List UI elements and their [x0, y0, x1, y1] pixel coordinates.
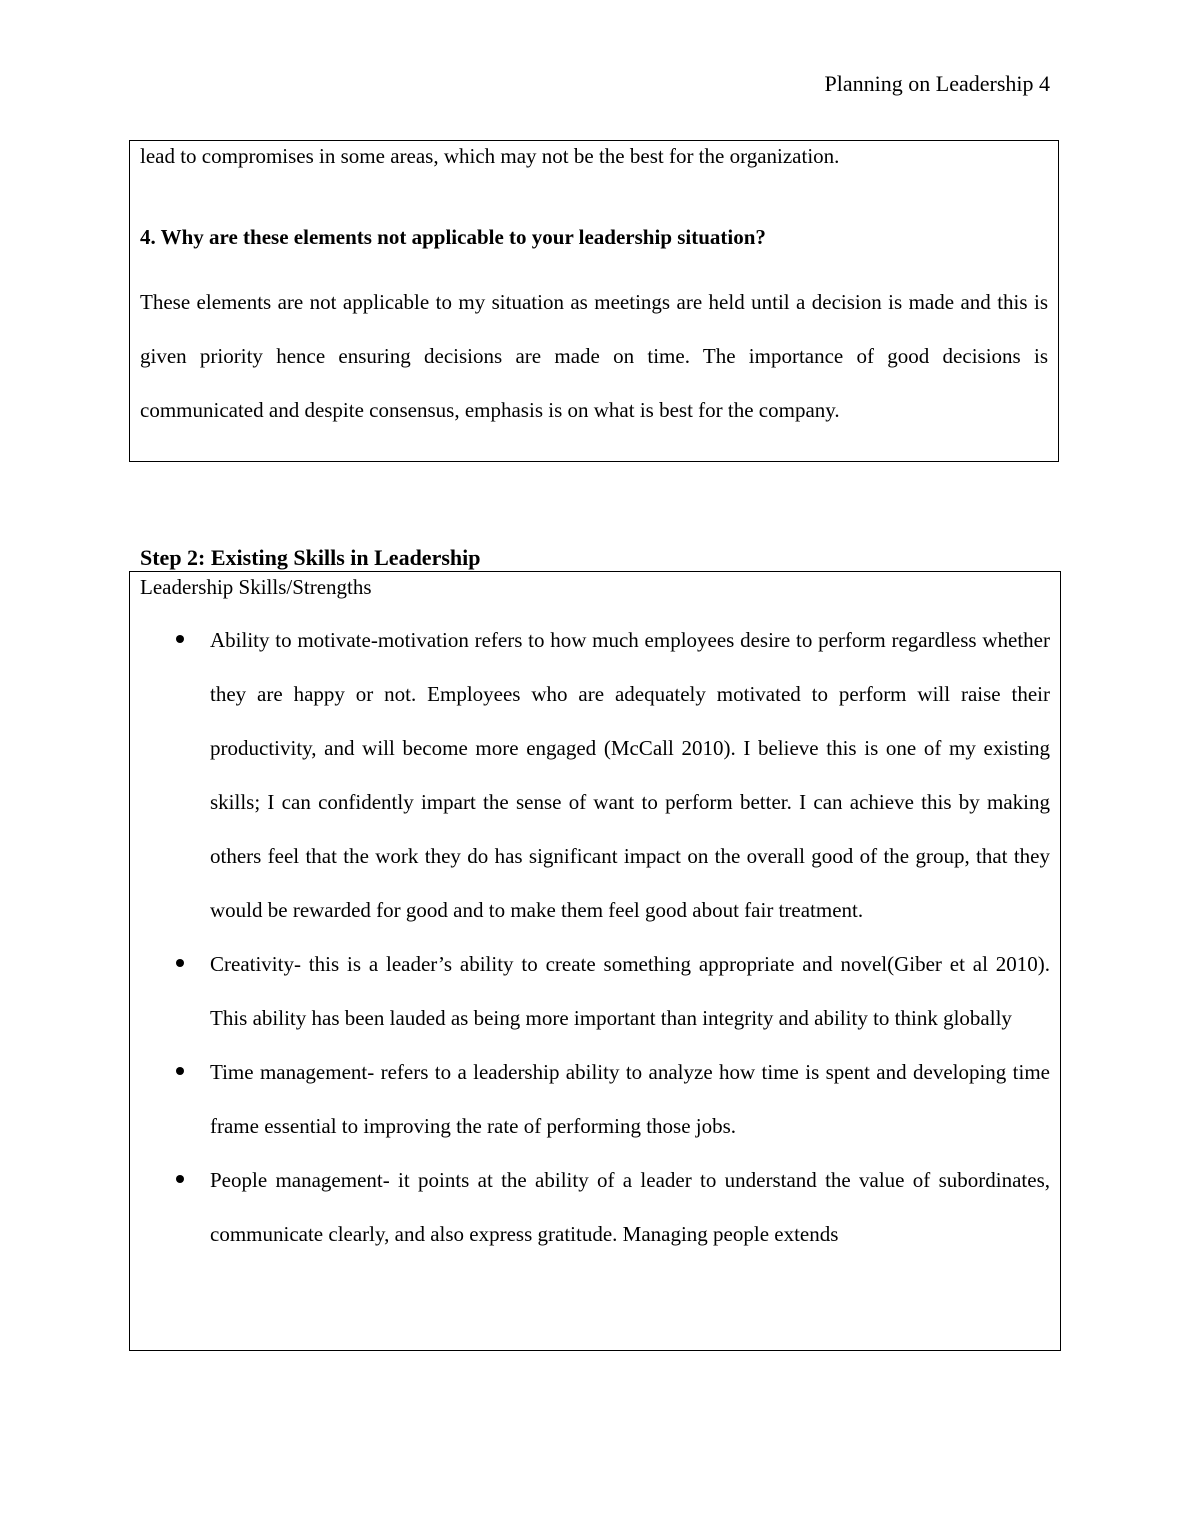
bullet-icon — [176, 1067, 184, 1075]
continued-paragraph: lead to compromises in some areas, which may not be the best for the organization. — [140, 144, 840, 168]
question-4-answer: These elements are not applicable to my situation as meetings are held until a decision is made and this is given priority hence ensuring decisions are made on time. The importance of good decisions is communicated and despite consensus, emphasis is on what is best for the company. — [140, 290, 1048, 422]
list-item — [130, 937, 1060, 1045]
leadership-skills-heading: Leadership Skills/Strengths — [140, 575, 372, 599]
running-head: Planning on Leadership 4 — [824, 71, 1050, 96]
previous-section-box — [129, 140, 1059, 462]
list-item-text: Ability to motivate-motivation refers to how much employees desire to perform regardless whether they are happy or not. Employees who are adequately motivated to perform will raise their productivity, and will become more engaged (McCall 2010). I believe this is one of my existing skills; I can confidently impart the sense of want to perform better. I can achieve this by making others feel that the work they do has significant impact on the overall good of the group, that they would be rewarded for good and to make them feel good about fair treatment. — [210, 628, 1050, 922]
bullet-icon — [176, 635, 184, 643]
skills-list — [130, 613, 1060, 1261]
bullet-icon — [176, 959, 184, 967]
step-2-title: Step 2: Existing Skills in Leadership — [140, 545, 481, 570]
list-item — [130, 1045, 1060, 1153]
leadership-skills-box — [129, 571, 1061, 1351]
list-item — [130, 1153, 1060, 1261]
bullet-icon — [176, 1175, 184, 1183]
list-item-text: Creativity- this is a leader’s ability to create something appropriate and novel(Giber et al 2010). This ability has been lauded as being more important than integrity and ability to think globally — [210, 952, 1050, 1030]
list-item-text: Time management- refers to a leadership ability to analyze how time is spent and developing time frame essential to improving the rate of performing those jobs. — [210, 1060, 1050, 1138]
question-4-heading: 4. Why are these elements not applicable to your leadership situation? — [140, 225, 766, 249]
list-item — [130, 613, 1060, 937]
list-item-text: People management- it points at the ability of a leader to understand the value of subordinates, communicate clearly, and also express gratitude. Managing people extends — [210, 1168, 1050, 1246]
